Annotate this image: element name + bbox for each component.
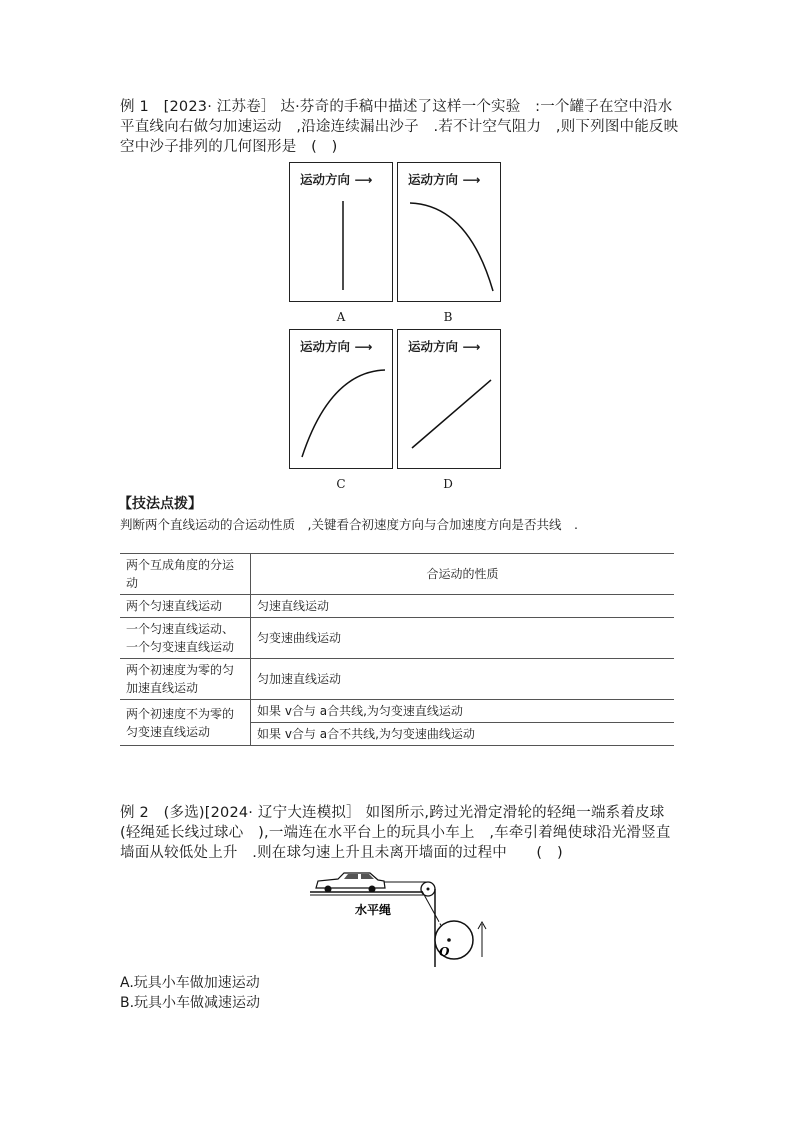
figure-panel-c <box>289 329 393 469</box>
table-row <box>120 700 674 723</box>
panel-b-curve <box>398 163 502 303</box>
panel-c-curve <box>290 330 394 470</box>
table-cell: 如果 v合与 a合共线,为匀变速直线运动 <box>251 700 675 723</box>
panel-a-title: 运动方向 <box>300 172 351 187</box>
panel-b-title: 运动方向 <box>408 172 459 187</box>
table-cell: 两个匀速直线运动 <box>120 595 251 618</box>
panel-d-label: D <box>443 477 453 491</box>
table-cell: 两个初速度为零的匀加速直线运动 <box>120 659 251 700</box>
table-cell: 两个初速度不为零的匀变速直线运动 <box>120 700 251 746</box>
table-cell: 如果 v合与 a合不共线,为匀变速曲线运动 <box>251 723 675 746</box>
up-arrow-icon <box>478 922 486 957</box>
option-b: B.玩具小车做减速运动 <box>120 995 261 1011</box>
panel-c-title: 运动方向 <box>300 339 351 354</box>
table-row <box>120 595 674 618</box>
arrow-right-icon: ⟶ <box>354 172 373 187</box>
option-a: A.玩具小车做加速运动 <box>120 975 260 991</box>
rope-label: 水平绳 <box>355 903 392 917</box>
figure-panel-a <box>289 162 393 302</box>
table-cell: 匀加速直线运动 <box>251 659 675 700</box>
table-cell: 匀变速曲线运动 <box>251 618 675 659</box>
panel-d-title: 运动方向 <box>408 339 459 354</box>
figure-panel-b <box>397 162 501 302</box>
arrow-right-icon: ⟶ <box>462 339 481 354</box>
tips-text: 判断两个直线运动的合运动性质 ,关键看合初速度方向与合加速度方向是否共线 . <box>120 517 578 532</box>
arrow-right-icon: ⟶ <box>354 339 373 354</box>
figure-panel-d <box>397 329 501 469</box>
panel-c-label: C <box>336 477 346 491</box>
table-header-cell: 合运动的性质 <box>251 554 675 595</box>
example2-question: 例 2 (多选)[2024· 辽宁大连模拟］ 如图所示,跨过光滑定滑轮的轻绳一端系着皮球(轻绳延长线过球心 ),一端连在水平台上的玩具小车上 ,车牵引着绳使球沿光滑竖直墙面从较低处上升 .则在球匀速上升且未离开墙面的过程中 ( ) <box>120 805 671 861</box>
panel-a-label: A <box>336 310 346 324</box>
pulley-diagram <box>300 862 510 967</box>
car-icon <box>316 873 385 893</box>
panel-a-curve <box>290 163 394 303</box>
table-row <box>120 618 674 659</box>
table-header-cell: 两个互成角度的分运动 <box>120 554 251 595</box>
panel-b-label: B <box>443 310 453 324</box>
panel-d-curve <box>398 330 502 470</box>
table-cell: 匀速直线运动 <box>251 595 675 618</box>
example1-question: 例 1 [2023· 江苏卷］ 达·芬奇的手稿中描述了这样一个实验 :一个罐子在空中沿水平直线向右做匀加速运动 ,沿途连续漏出沙子 .若不计空气阻力 ,则下列图中能反映空中沙子排列的几何图形是 ( ) <box>120 99 679 155</box>
motion-table <box>120 553 674 746</box>
table-header-row <box>120 554 674 595</box>
table-cell: 一个匀速直线运动、一个匀变速直线运动 <box>120 618 251 659</box>
arrow-right-icon: ⟶ <box>462 172 481 187</box>
table-row <box>120 659 674 700</box>
center-label: O <box>439 945 450 959</box>
tips-heading: 【技法点拨】 <box>118 496 202 512</box>
